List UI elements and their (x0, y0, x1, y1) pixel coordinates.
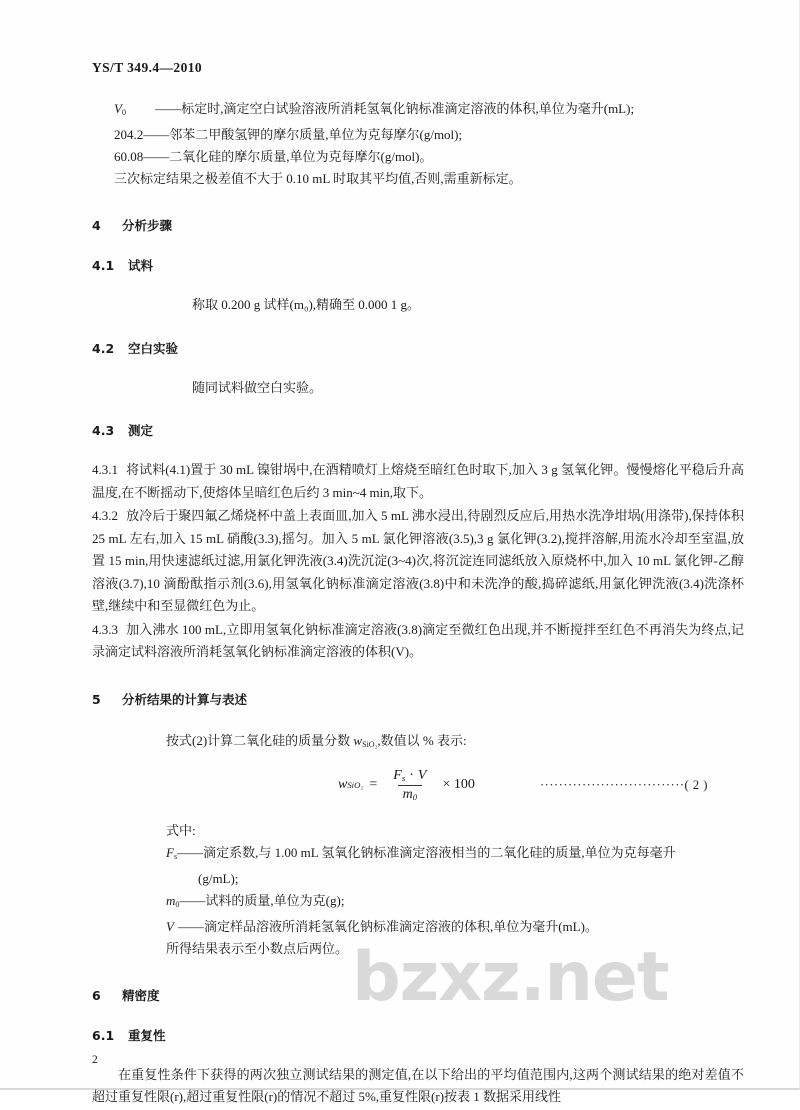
calibration-note: 三次标定结果之极差值不大于 0.10 mL 时取其平均值,否则,需重新标定。 (114, 171, 522, 186)
heading-4-2-title: 空白实验 (128, 340, 179, 356)
paragraph-6-1-body: 在重复性条件下获得的两次独立测试结果的测定值,在以下给出的平均值范围内,这两个测试结果的绝对差值不超过重复性限(r),超过重复性限(r)的情况不超过 5%,重复性限(r)按表 1 数据采用线性 (92, 1066, 744, 1104)
definition-fs-text: ——滴定系数,与 1.00 mL 氢氧化钠标准滴定溶液相当的二氧化硅的质量,单位为克每毫升 (177, 844, 676, 860)
heading-4-3-number: 4.3 (92, 423, 115, 438)
heading-4-title: 分析步骤 (122, 218, 173, 233)
formula-leader-dots: ······························· (540, 777, 685, 792)
paragraph-4-3-3 (92, 619, 744, 664)
formula-numerator-f-sub: s (401, 772, 406, 783)
formula-fraction (388, 768, 431, 803)
heading-6-title: 精密度 (122, 987, 160, 1003)
heading-6-1-title: 重复性 (128, 1027, 166, 1043)
heading-4-number: 4 (92, 218, 101, 233)
formula-intro-symbol: w (353, 732, 363, 748)
formula-multiplier: × 100 (442, 777, 475, 792)
definition-m0-term-sub: 0 (175, 899, 180, 909)
symbol-6008-value: 60.08 (114, 149, 144, 164)
step-label-4-3-3: 4.3.3 (92, 621, 118, 637)
formula-equation-number: ( 2 ) (684, 777, 708, 792)
heading-5-title: 分析结果的计算与表述 (122, 691, 248, 707)
definition-m0-text: ——试料的质量,单位为克(g); (179, 892, 345, 908)
formula-intro-symbol-sub: SiO₂ (362, 739, 378, 749)
standard-number-header: YS/T 349.4—2010 (92, 60, 203, 75)
heading-section-6 (92, 986, 744, 1004)
symbol-definition-6008-text: ——二氧化硅的摩尔质量,单位为克每摩尔(g/mol)。 (143, 149, 433, 164)
definition-fs-term-sub: s (173, 851, 178, 861)
formula-numerator-f: F (393, 767, 402, 783)
step-label-4-3-1: 4.3.1 (92, 462, 118, 477)
heading-section-6-1 (92, 1026, 744, 1044)
formula-numerator (388, 768, 431, 785)
symbol-definition-v0 (92, 98, 744, 124)
paragraph-4-1-body: 称取 0.200 g 试样(m₀),精确至 0.000 1 g。 (192, 297, 421, 312)
formula-denominator (398, 785, 422, 803)
symbol-definition-6008 (92, 146, 744, 168)
page-number: 2 (92, 1054, 98, 1066)
step-list-4-3 (92, 459, 744, 664)
heading-section-4-3 (92, 421, 744, 439)
symbol-204-value: 204.2 (114, 127, 144, 142)
watermark-bzxz: bzxz.net (352, 938, 669, 1017)
definition-v-text: ——滴定样品溶液所消耗氢氧化钠标准滴定溶液的体积,单位为毫升(mL)。 (177, 918, 598, 934)
where-label: 式中: (166, 822, 196, 838)
formula-intro (92, 730, 744, 756)
formula-equals: = (369, 777, 378, 792)
definition-fs-term: F (166, 844, 174, 860)
symbol-definition-204-text: ——邻苯二甲酸氢钾的摩尔质量,单位为克每摩尔(g/mol); (143, 127, 463, 142)
heading-4-2-number: 4.2 (92, 340, 115, 356)
definition-m0-term: m (166, 892, 176, 908)
page-content (92, 60, 744, 1110)
result-precision-note: 所得结果表示至小数点后两位。 (166, 940, 349, 956)
heading-4-1-title: 试料 (128, 258, 154, 273)
paragraph-4-3-1 (92, 459, 744, 504)
formula-denominator-m: m (402, 786, 413, 802)
formula-intro-after: ,数值以 % 表示: (377, 732, 467, 748)
symbol-definition-v0-text: ——标定时,滴定空白试验溶液所消耗氢氧化钠标准滴定溶液的体积,单位为毫升(mL); (155, 101, 635, 116)
heading-5-number: 5 (92, 691, 101, 707)
paragraph-4-3-2 (92, 505, 744, 618)
formula-intro-before: 按式(2)计算二氧化硅的质量分数 (166, 732, 354, 748)
heading-4-3-title: 测定 (128, 423, 154, 438)
definition-v (92, 916, 744, 938)
heading-6-number: 6 (92, 987, 101, 1003)
heading-6-1-number: 6.1 (92, 1027, 115, 1043)
formula-sio2-mass-fraction (338, 768, 475, 803)
heading-section-4 (92, 216, 744, 234)
formula-numerator-dot: · (409, 767, 414, 783)
formula-lhs-sub: SiO₂ (347, 780, 364, 790)
heading-section-5 (92, 690, 744, 708)
formula-row (92, 764, 744, 816)
definition-fs-continuation: (g/mL); (198, 870, 239, 886)
formula-equation-number-row (540, 778, 708, 793)
heading-section-4-2 (92, 339, 744, 357)
definition-v-term: V (166, 918, 174, 934)
definition-m0 (92, 890, 744, 916)
step-text-4-3-2: 放冷后于聚四氟乙烯烧杯中盖上表面皿,加入 5 mL 沸水浸出,待剧烈反应后,用热水洗净坩埚(用涤带),保持体积 25 mL 左右,加入 15 mL 硝酸(3.3),摇匀。加入 5 mL 氯化钾溶液(3.5),3 g 氯化钾(3.2),搅拌溶解,用流水冷却至室温,放置 15 min,用快速滤纸过滤,用氯化钾洗液(3.4)洗沉淀(3~4)次,将沉淀连同滤纸放入原烧杯中,加入 10 mL 氯化钾-乙醇溶液(3.7),10 滴酚酞指示剂(3.6),用氢氧化钠标准滴定溶液(3.8)中和未洗净的酸,捣碎滤纸,用氯化钾洗液(3.4)洗涤杯壁,继续中和至显微红色为止。 (92, 508, 744, 613)
formula-lhs: w (338, 777, 348, 792)
definition-fs (92, 842, 744, 868)
formula-denominator-m-sub: 0 (412, 791, 418, 802)
paragraph-4-2-body: 随同试料做空白实验。 (192, 379, 323, 395)
symbol-definition-204 (92, 124, 744, 146)
symbol-v-subscript: 0 (121, 108, 126, 117)
step-text-4-3-3: 加入沸水 100 mL,立即用氢氧化钠标准滴定溶液(3.8)滴定至微红色出现,并不断搅拌至红色不再消失为终点,记录滴定试料溶液所消耗氢氧化钠标准滴定溶液的体积(V)。 (92, 621, 744, 659)
step-label-4-3-2: 4.3.2 (92, 508, 118, 523)
heading-4-1-number: 4.1 (92, 258, 115, 273)
heading-section-4-1 (92, 256, 744, 274)
symbol-v: V (114, 101, 122, 116)
formula-numerator-v: V (417, 767, 427, 783)
step-text-4-3-1: 将试料(4.1)置于 30 mL 镍钳埚中,在酒精喷灯上熔烧至暗红色时取下,加入 3 g 氢氧化钾。慢慢熔化平稳后升高温度,在不断摇动下,使熔体呈暗红色后约 3 min~4 min,取下。 (92, 462, 744, 500)
